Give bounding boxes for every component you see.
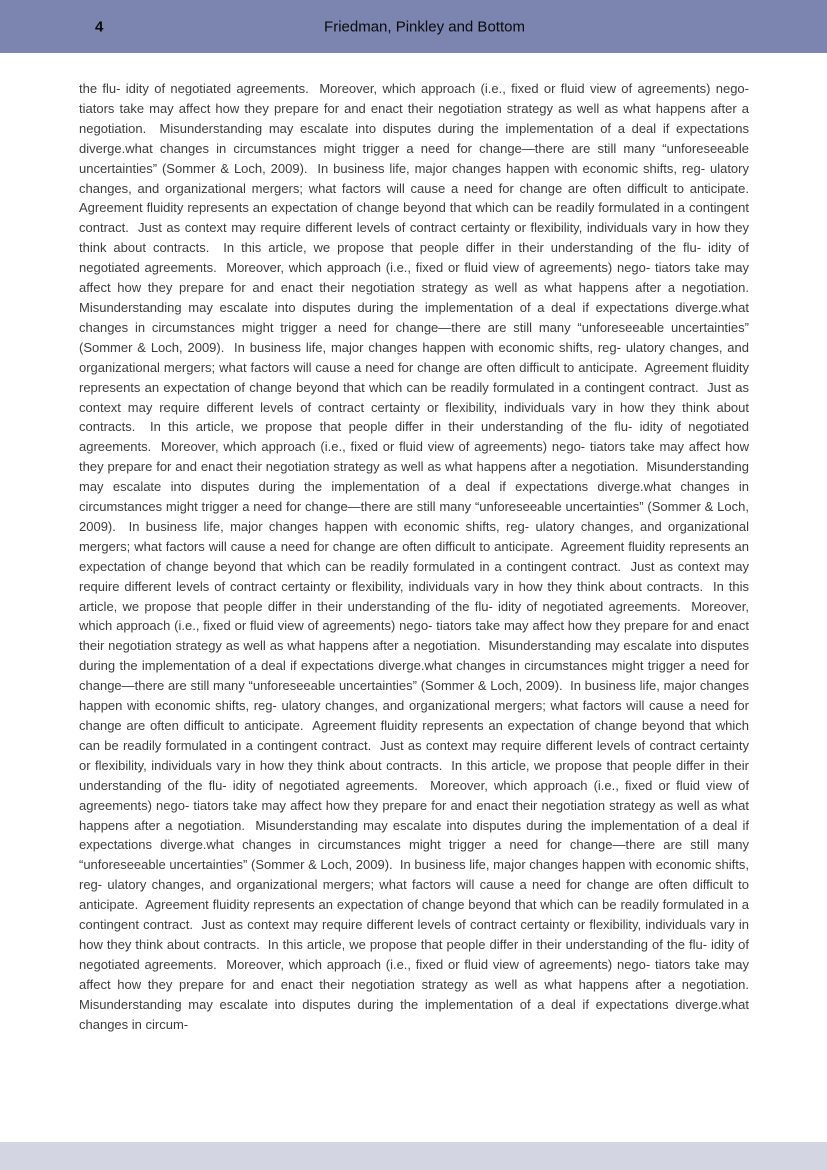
body-text: the flu- idity of negotiated agreements. Moreover, which approach (i.e., fixed or fluid view of agreements) nego- tiators take may affect how they prepare for and enact their negotiation strategy as well as what happens after a negotiation. Misunderstanding may escalate into disputes during the implementation of a deal if expectations diverge.what changes in circumstances might trigger a need for change—there are still many “unforeseeable uncertainties” (Sommer & Loch, 2009). In business life, major changes happen with economic shifts, reg- ulatory changes, and organizational mergers; what factors will cause a need for change are often difficult to anticipate. Agreement fluidity represents an expectation of change beyond that which can be readily formulated in a contingent contract. Just as context may require different levels of contract certainty or flexibility, individuals vary in how they think about contracts. In this article, we propose that people differ in their understanding of the flu- idity of negotiated agreements. Moreover, which approach (i.e., fixed or fluid view of agreements) nego- tiators take may affect how they prepare for and enact their negotiation strategy as well as what happens after a negotiation. Misunderstanding may escalate into disputes during the implementation of a deal if expectations diverge.what changes in circumstances might trigger a need for change—there are still many “unforeseeable uncertainties” (Sommer & Loch, 2009). In business life, major changes happen with economic shifts, reg- ulatory changes, and organizational mergers; what factors will cause a need for change are often difficult to anticipate. Agreement fluidity represents an expectation of change beyond that which can be readily formulated in a contingent contract. Just as context may require different levels of contract certainty or flexibility, individuals vary in how they think about contracts. In this article, we propose that people differ in their understanding of the flu- idity of negotiated agreements. Moreover, which approach (i.e., fixed or fluid view of agreements) nego- tiators take may affect how they prepare for and enact their negotiation strategy as well as what happens after a negotiation. Misunderstanding may escalate into disputes during the implementation of a deal if expectations diverge.what changes in circumstances might trigger a need for change—there are still many “unforeseeable uncertainties” (Sommer & Loch, 2009). In business life, major changes happen with economic shifts, reg- ulatory changes, and organizational mergers; what factors will cause a need for change are often difficult to anticipate. Agreement fluidity represents an expectation of change beyond that which can be readily formulated in a contingent contract. Just as context may require different levels of contract certainty or flexibility, individuals vary in how they think about contracts. In this article, we propose that people differ in their understanding of the flu- idity of negotiated agreements. Moreover, which approach (i.e., fixed or fluid view of agreements) nego- tiators take may affect how they prepare for and enact their negotiation strategy as well as what happens after a negotiation. Misunderstanding may escalate into disputes during the implementation of a deal if expectations diverge.what changes in circumstances might trigger a need for change—there are still many “unforeseeable uncertainties” (Sommer & Loch, 2009). In business life, major changes happen with economic shifts, reg- ulatory changes, and organizational mergers; what factors will cause a need for change are often difficult to anticipate. Agreement fluidity represents an expectation of change beyond that which can be readily formulated in a contingent contract. Just as context may require different levels of contract certainty or flexibility, individuals vary in how they think about contracts. In this article, we propose that people differ in their understanding of the flu- idity of negotiated agreements. Moreover, which approach (i.e., fixed or fluid view of agreements) nego- tiators take may affect how they prepare for and enact their negotiation strategy as well as what happens after a negotiation. Misunderstanding may escalate into disputes during the implementation of a deal if expectations diverge.what changes in circumstances might trigger a need for change—there are still many “unforeseeable uncertainties” (Sommer & Loch, 2009). In business life, major changes happen with economic shifts, reg- ulatory changes, and organizational mergers; what factors will cause a need for change are often difficult to anticipate. Agreement fluidity represents an expectation of change beyond that which can be readily formulated in a contingent contract. Just as context may require different levels of contract certainty or flexibility, individuals vary in how they think about contracts. In this article, we propose that people differ in their understanding of the flu- idity of negotiated agreements. Moreover, which approach (i.e., fixed or fluid view of agreements) nego- tiators take may affect how they prepare for and enact their negotiation strategy as well as what happens after a negotiation. Misunderstanding may escalate into disputes during the implementation of a deal if expectations diverge.what changes in circum- bbox=[79, 81, 757, 1032]
running-head: Friedman, Pinkley and Bottom bbox=[324, 18, 525, 35]
page-header bbox=[0, 0, 827, 53]
page-number: 4 bbox=[95, 18, 104, 35]
footer-strip bbox=[0, 1142, 827, 1170]
